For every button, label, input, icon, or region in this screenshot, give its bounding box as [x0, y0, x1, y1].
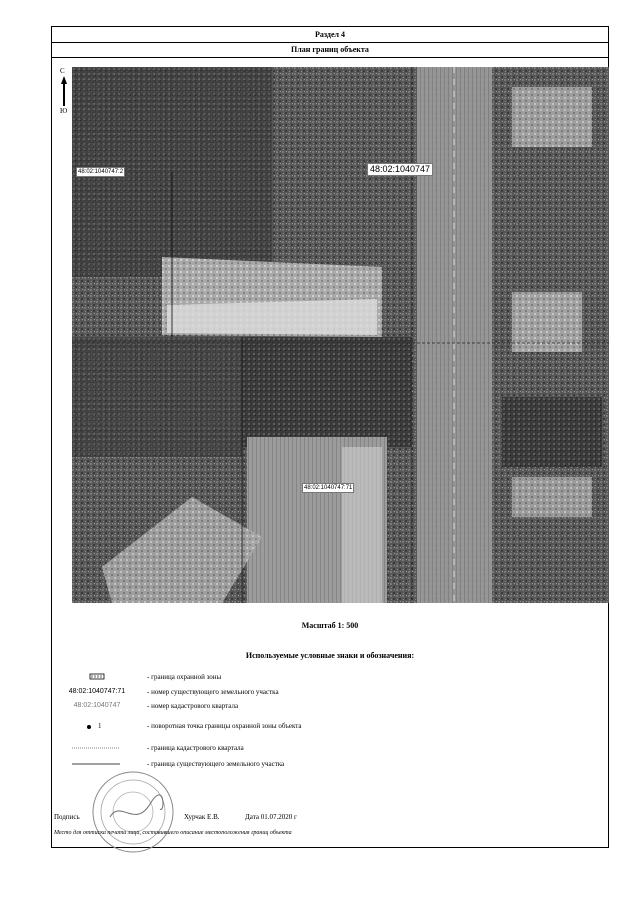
legend-text: - граница кадастрового квартала [147, 744, 244, 752]
legend-text: - граница существующего земельного участка [147, 760, 285, 768]
legend-item [52, 742, 608, 756]
signer-name: Хурчак Е.В. [184, 813, 220, 821]
signature-label: Подпись [54, 813, 80, 821]
legend-item [52, 686, 608, 700]
legend-text: - граница охранной зоны [147, 673, 222, 681]
north-label: С [60, 67, 65, 75]
north-arrow [58, 68, 72, 120]
document-sheet [51, 26, 609, 848]
legend-text: - номер кадастрового квартала [147, 702, 239, 710]
parcel-label-2: 48:02:1040747:2 [78, 169, 124, 175]
legend-sample: 48:02:1040747 [73, 702, 121, 709]
aerial-map [72, 67, 609, 603]
page-title: План границ объекта [52, 42, 608, 58]
dotted-line-icon [52, 742, 142, 756]
legend-sample: 1 [98, 722, 102, 730]
legend-item [52, 700, 608, 714]
seal-stamp-icon [90, 769, 176, 855]
legend-text: - номер существующего земельного участка [147, 688, 279, 696]
legend-text: - поворотная точка границы охранной зоны объекта [147, 722, 302, 730]
stamp-note: Место для оттиска печати лица, составившего описание местоположения границ объекта [54, 830, 292, 836]
aerial-photo [72, 67, 609, 603]
parcel-label-71: 48:02:1040747:71 [304, 485, 353, 491]
legend-title: Используемые условные знаки и обозначения: [245, 651, 415, 660]
south-label: Ю [60, 107, 68, 115]
section-header: Раздел 4 [52, 27, 608, 43]
hatched-rect-icon [52, 671, 142, 685]
legend-item [52, 720, 608, 734]
signature-date: Дата 01.07.2020 г [245, 813, 297, 821]
legend-item [52, 671, 608, 685]
map-scale: Масштаб 1: 500 [301, 621, 359, 630]
quarter-label: 48:02:1040747 [367, 163, 433, 176]
legend-sample: 48:02:1040747:71 [68, 688, 126, 695]
dot-icon [52, 720, 142, 734]
